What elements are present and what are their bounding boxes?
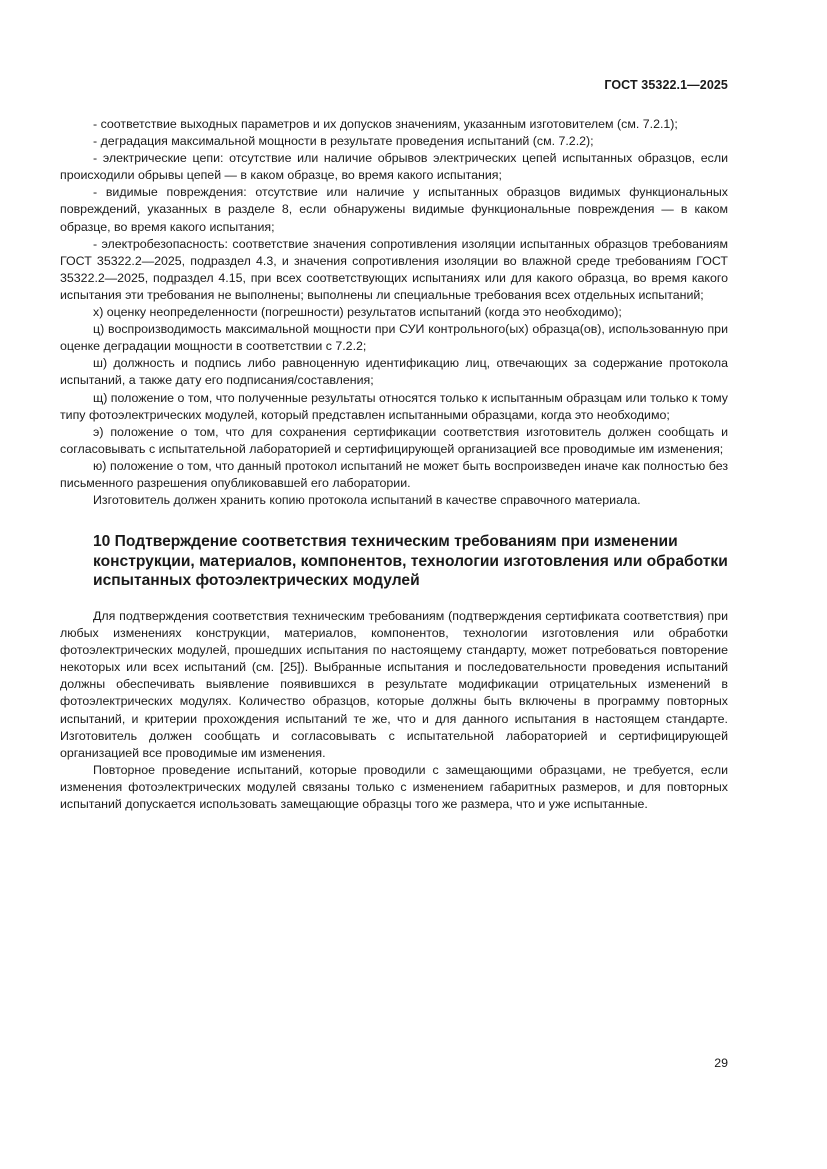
list-item-reproducibility: ц) воспроизводимость максимальной мощности при СУИ контрольного(ых) образца(ов), использованную при оценке деградации мощности в соответствии с 7.2.2;	[60, 322, 728, 354]
list-item-reproduction: ю) положение о том, что данный протокол испытаний не может быть воспроизведен иначе как полностью без письменного разрешения опубликовавшей его лаборатории.	[60, 458, 728, 490]
manufacturer-copy-note: Изготовитель должен хранить копию протокола испытаний в качестве справочного материала.	[93, 493, 641, 508]
section-10-heading: 10 Подтверждение соответствия техническим требованиям при изменении конструкции, материалов, компонентов, технологии изготовления или обработки испытанных фотоэлектрических модулей	[93, 533, 728, 590]
document-standard-code: ГОСТ 35322.1—2025	[604, 78, 728, 92]
section-10-paragraph-1: Для подтверждения соответствия техническим требованиям (подтверждения сертификата соответствия) при любых изменениях конструкции, материалов, компонентов, технологии изготовления или обработки фотоэлектрических модулей, прошедших испытания по настоящему стандарту, может потребоваться повторение некоторых или всех испытаний (см. [25]). Выбранные испытания и последовательности проведения испытаний должны обеспечивать выявление появившихся в результате модификации отрицательных изменений в фотоэлектрических модулях. Количество образцов, которые должны быть включены в программу повторных испытаний, и критерии прохождения испытаний те же, что и для данного испытания в настоящем стандарте. Изготовитель должен сообщать и согласовывать с испытательной лабораторией и сертифицирующей организацией все проводимые им изменения.	[60, 608, 728, 760]
list-item-electrical-circuits: - электрические цепи: отсутствие или наличие обрывов электрических цепей испытанных образцов, если происходили обрывы цепей — в каком образце, во время какого испытания;	[60, 151, 728, 183]
list-item-signature: ш) должность и подпись либо равноценную идентификацию лиц, отвечающих за содержание протокола испытаний, а также дату его подписания/составления;	[60, 356, 728, 388]
list-item-power-degradation: - деградация максимальной мощности в результате проведения испытаний (см. 7.2.2);	[93, 134, 594, 149]
list-item-electrical-safety: - электробезопасность: соответствие значения сопротивления изоляции испытанных образцов требованиям ГОСТ 35322.2—2025, подраздел 4.3, и значения сопротивления изоляции во влажной среде требованиям ГОСТ 35322.2—2025, подраздел 4.15, при всех соответствующих испытаниях или для какого образца, во время какого испытания эти требования не выполнены; выполнены ли специальные требования всех отдельных испытаний;	[60, 236, 728, 302]
page-body	[60, 116, 728, 813]
list-item-uncertainty: х) оценку неопределенности (погрешности) результатов испытаний (когда это необходимо);	[93, 305, 622, 320]
list-item-visible-damage: - видимые повреждения: отсутствие или наличие у испытанных образцов видимых функциональных повреждений, указанных в разделе 8, если обнаружены видимые функциональные повреждения — в каком образце, во время какого испытания;	[60, 185, 728, 234]
list-item-certification: э) положение о том, что для сохранения сертификации соответствия изготовитель должен сообщать и согласовывать с испытательной лабораторией и сертифицирующей организацией все проводимые им изменения;	[60, 424, 728, 456]
page-number: 29	[714, 1056, 728, 1070]
list-item-results-scope: щ) положение о том, что полученные результаты относятся только к испытанным образцам или только к тому типу фотоэлектрических модулей, который представлен испытанными образцами, когда это необходимо;	[60, 390, 728, 422]
list-item-output-parameters: - соответствие выходных параметров и их допусков значениям, указанным изготовителем (см. 7.2.1);	[93, 117, 678, 131]
section-10-paragraph-2: Повторное проведение испытаний, которые проводили с замещающими образцами, не требуется, если изменения фотоэлектрических модулей связаны только с изменением габаритных размеров, и для повторных испытаний допускается использовать замещающие образцы того же размера, что и уже испытанные.	[60, 762, 728, 811]
